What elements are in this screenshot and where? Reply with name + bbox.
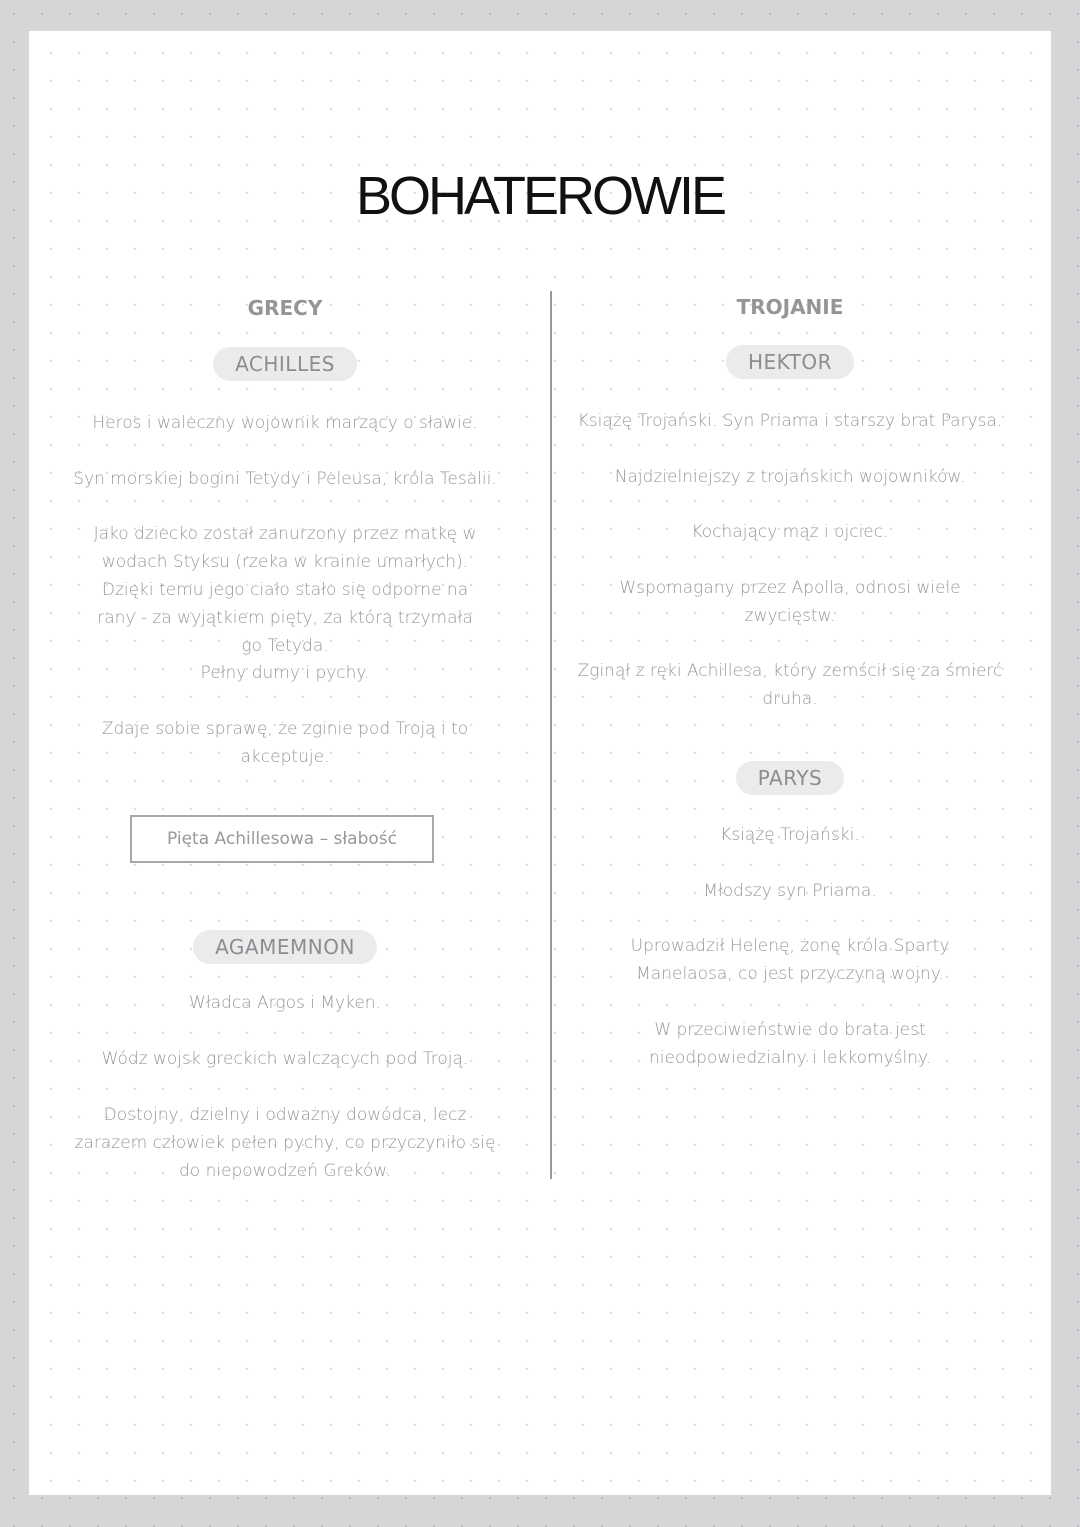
trojans-heading: TROJANIE	[736, 295, 844, 319]
achilles-name-pill: ACHILLES	[213, 347, 357, 381]
greeks-heading: GRECY	[247, 296, 323, 320]
parys-paragraph: Młodszy syn Priama.	[703, 881, 877, 901]
parys-paragraph: Uprowadził Helenę, żonę króla Sparty Manelaosa, co jest przyczyną wojny.	[630, 936, 950, 984]
agamemnon-header	[70, 930, 500, 964]
achilles-paragraph: Zdaje sobie sprawę, że zginie pod Troją i to akceptuje.	[101, 719, 469, 767]
agamemnon-name-pill: AGAMEMNON	[193, 930, 377, 964]
agamemnon-paragraph: Wódz wojsk greckich walczących pod Troją.	[101, 1049, 469, 1069]
page-title: BOHATEROWIE	[355, 166, 725, 226]
achilles-paragraph: Jako dziecko został zanurzony przez matkę w wodach Styksu (rzeka w krainie umarłych). Dzięki temu jego ciało stało się odporne na rany - za wyjątkiem pięty, za którą trzymała go Tetyda.	[93, 524, 477, 656]
column-divider	[550, 291, 552, 1179]
agamemnon-paragraph: Dostojny, dzielny i odważny dowódca, lecz zarazem człowiek pełen pychy, co przyczyniło się do niepowodzeń Greków.	[74, 1105, 496, 1181]
hektor-paragraph: Wspomagany przez Apolla, odnosi wiele zwycięstw.	[619, 578, 961, 626]
achilles-paragraph: Pełny dumy i pychy.	[200, 663, 370, 683]
parys-name-pill: PARYS	[736, 761, 845, 795]
hektor-header	[575, 345, 1005, 379]
achilles-header	[70, 347, 500, 381]
agamemnon-paragraph: Władca Argos i Myken.	[189, 993, 381, 1013]
parys-paragraph: W przeciwieństwie do brata jest nieodpowiedzialny i lekkomyślny.	[648, 1020, 932, 1068]
achilles-paragraph: Heros i waleczny wojownik marzący o sławie.	[92, 413, 478, 433]
hektor-name-pill: HEKTOR	[726, 345, 854, 379]
hektor-paragraph: Zginął z ręki Achillesa, który zemścił się za śmierć druha.	[577, 661, 1003, 709]
hektor-paragraph: Kochający mąż i ojciec.	[691, 522, 889, 542]
hektor-paragraph: Najdzielniejszy z trojańskich wojowników.	[614, 467, 966, 487]
achilles-paragraph: Syn morskiej bogini Tetydy i Peleusa, króla Tesalii.	[73, 469, 497, 489]
parys-header	[575, 761, 1005, 795]
achilles-heel-note: Pięta Achillesowa – słabość	[130, 815, 434, 863]
parys-paragraph: Książę Trojański.	[720, 825, 860, 845]
hektor-paragraph: Książę Trojański. Syn Priama i starszy brat Parysa.	[577, 411, 1003, 431]
